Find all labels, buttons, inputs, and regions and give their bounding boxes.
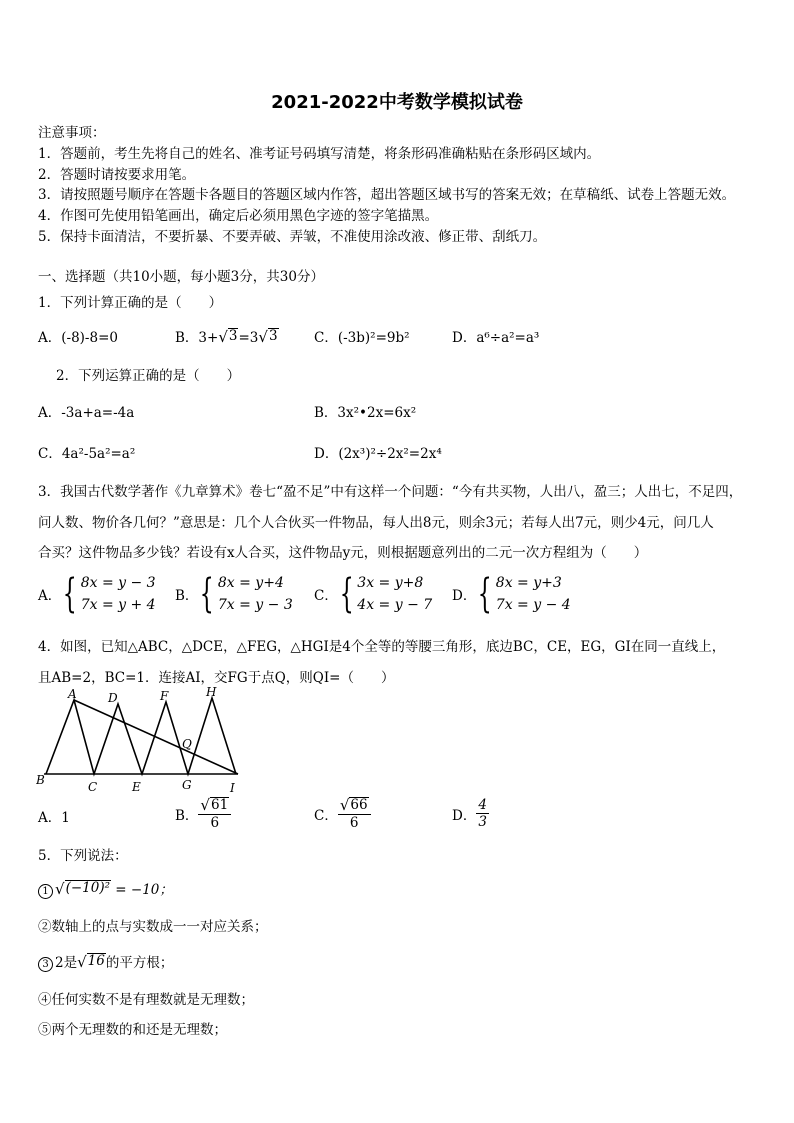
question-2-stem: 2．下列运算正确的是（ ） bbox=[56, 368, 241, 384]
question-3-line: 合买？这件物品多少钱？若设有x人合买，这件物品y元，则根据题意列出的二元一次方程组为（ ） bbox=[38, 545, 648, 561]
q3-option-d: D． { 8x = y+3 7x = y − 4 bbox=[452, 571, 571, 617]
notice-heading: 注意事项： bbox=[38, 125, 106, 141]
q5-statement-2: ②数轴上的点与实数成一一对应关系； bbox=[38, 919, 268, 935]
q4-option-b: B． √ 61 6 bbox=[175, 797, 231, 831]
q3-option-a: A． { 8x = y − 3 7x = y + 4 bbox=[38, 571, 156, 617]
q3-option-b: B． { 8x = y+4 7x = y − 3 bbox=[175, 571, 293, 617]
q5-statement-3: 3 2是 √ 16 的平方根； bbox=[38, 951, 173, 972]
triangle-outlines bbox=[46, 698, 236, 774]
notice-item: 2．答题时请按要求用笔。 bbox=[38, 167, 196, 183]
q2-option-b: B．3x²•2x=6x² bbox=[314, 405, 417, 421]
q2-option-d: D．(2x³)²÷2x²=2x⁴ bbox=[314, 446, 442, 462]
q4-option-d: D． $\frac{4}{3}$ bbox=[452, 797, 487, 830]
q4-option-c: C． √ 66 6 bbox=[314, 797, 371, 831]
q4-figure bbox=[36, 686, 242, 796]
section-heading: 一、选择题（共10小题，每小题3分，共30分） bbox=[38, 269, 324, 285]
label-c: C bbox=[88, 780, 98, 794]
label-e: E bbox=[132, 780, 141, 794]
question-1-stem: 1．下列计算正确的是（ ） bbox=[38, 295, 223, 311]
q4-option-a: A．1 bbox=[38, 810, 70, 826]
q1-option-c: C．(-3b)²=9b² bbox=[314, 330, 410, 346]
label-h: H bbox=[206, 686, 217, 699]
label-i: I bbox=[230, 781, 235, 795]
label-d: D bbox=[108, 691, 118, 705]
q5-statement-4: ④任何实数不是有理数就是无理数； bbox=[38, 992, 254, 1008]
q3-option-c: C． { 3x = y+8 4x = y − 7 bbox=[314, 571, 433, 617]
label-b: B bbox=[36, 773, 45, 787]
q5-statement-5: ⑤两个无理数的和还是无理数； bbox=[38, 1022, 227, 1038]
label-g: G bbox=[182, 778, 192, 792]
label-f: F bbox=[160, 689, 169, 703]
question-3-line: 3．我国古代数学著作《九章算术》卷七“盈不足”中有这样一个问题：“今有共买物，人出八，盈三；人出七，不足四， bbox=[38, 484, 743, 500]
q2-option-c: C．4a²-5a²=a² bbox=[38, 446, 136, 462]
q2-option-a: A．-3a+a=-4a bbox=[38, 405, 135, 421]
question-4-line: 4．如图，已知△ABC，△DCE，△FEG，△HGI是4个全等的等腰三角形，底边BC，CE，EG，GI在同一直线上， bbox=[38, 639, 726, 655]
notice-item: 4．作图可先使用铅笔画出，确定后必须用黑色字迹的签字笔描黑。 bbox=[38, 208, 439, 224]
label-q: Q bbox=[182, 737, 192, 751]
q5-statement-1: 1 √ (−10)² = −10； bbox=[38, 878, 173, 899]
question-3-line: 问人数、物价各几何？”意思是：几个人合伙买一件物品，每人出8元，则余3元；若每人出7元，则少4元，问几人 bbox=[38, 515, 714, 531]
page-title: 2021-2022中考数学模拟试卷 bbox=[271, 92, 523, 113]
notice-item: 1．答题前，考生先将自己的姓名、准考证号码填写清楚，将条形码准确粘贴在条形码区域内。 bbox=[38, 146, 601, 162]
question-4-line: 且AB=2，BC=1．连接AI，交FG于点Q，则QI=（ ） bbox=[38, 670, 395, 686]
q1-option-a: A．(-8)-8=0 bbox=[38, 330, 118, 346]
q1-option-b: B．3+ √ 3 =3 √ 3 bbox=[175, 328, 278, 346]
notice-item: 3．请按照题号顺序在答题卡各题目的答题区域内作答，超出答题区域书写的答案无效；在草稿纸、试卷上答题无效。 bbox=[38, 187, 736, 203]
question-5-stem: 5．下列说法： bbox=[38, 848, 128, 864]
notice-item: 5．保持卡面清洁，不要折暴、不要弄破、弄皱，不准使用涂改液、修正带、刮纸刀。 bbox=[38, 229, 547, 245]
q1-option-d: D．a⁶÷a²=a³ bbox=[452, 330, 540, 346]
label-a: A bbox=[68, 687, 77, 701]
